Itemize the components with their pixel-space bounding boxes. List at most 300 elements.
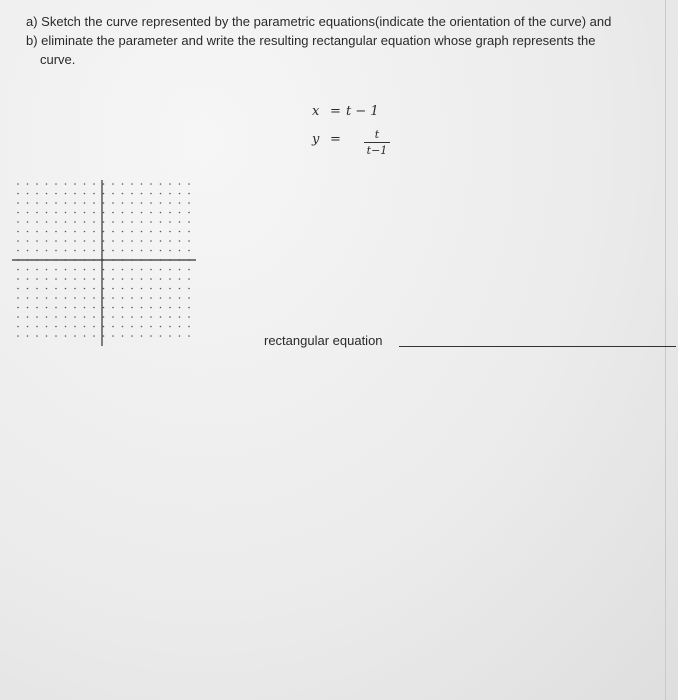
answer-blank[interactable] xyxy=(399,346,676,347)
grid-dot xyxy=(122,316,124,318)
y-equals: = xyxy=(330,132,341,147)
grid-dot xyxy=(27,316,29,318)
x-variable: x xyxy=(312,104,320,119)
grid-dot xyxy=(65,269,67,271)
grid-dot xyxy=(46,193,48,195)
grid-dot xyxy=(179,297,181,299)
grid-dot xyxy=(74,316,76,318)
grid-dot xyxy=(27,202,29,204)
question-text xyxy=(26,12,666,69)
grid-dot xyxy=(131,278,133,280)
grid-dot xyxy=(112,231,114,233)
grid-dot xyxy=(93,231,95,233)
grid-dot xyxy=(27,183,29,185)
grid-dot xyxy=(122,221,124,223)
grid-dot xyxy=(169,193,171,195)
grid-dot xyxy=(65,212,67,214)
grid-dot xyxy=(112,250,114,252)
grid-dot xyxy=(150,212,152,214)
grid-dot xyxy=(112,269,114,271)
grid-dot xyxy=(179,202,181,204)
grid-dot xyxy=(103,250,105,252)
grid-dot xyxy=(36,288,38,290)
grid-dot xyxy=(179,307,181,309)
grid-dot xyxy=(169,269,171,271)
grid-dot xyxy=(103,231,105,233)
grid-dot xyxy=(27,193,29,195)
grid-dot xyxy=(141,269,143,271)
grid-dot xyxy=(122,193,124,195)
grid-dot xyxy=(84,288,86,290)
grid-dot xyxy=(141,221,143,223)
grid-dot xyxy=(160,202,162,204)
grid-dot xyxy=(160,307,162,309)
grid-dot xyxy=(150,278,152,280)
grid-dot xyxy=(55,250,57,252)
grid-dot xyxy=(160,250,162,252)
grid-dot xyxy=(93,335,95,337)
grid-dot xyxy=(188,326,190,328)
grid-dot xyxy=(150,183,152,185)
grid-dot xyxy=(65,316,67,318)
grid-dot xyxy=(150,316,152,318)
grid-dot xyxy=(122,278,124,280)
grid-dot xyxy=(84,326,86,328)
grid-dot xyxy=(84,240,86,242)
grid-dot xyxy=(188,231,190,233)
grid-dot xyxy=(84,221,86,223)
grid-dot xyxy=(84,269,86,271)
grid-dot xyxy=(103,202,105,204)
grid-dot xyxy=(141,307,143,309)
grid-dot xyxy=(93,307,95,309)
x-expression: t − 1 xyxy=(346,104,379,119)
grid-dot xyxy=(131,250,133,252)
grid-dot xyxy=(179,240,181,242)
grid-dot xyxy=(169,202,171,204)
grid-dot xyxy=(93,221,95,223)
grid-dot xyxy=(122,240,124,242)
grid-dot xyxy=(131,307,133,309)
grid-dot xyxy=(65,250,67,252)
grid-dot xyxy=(46,307,48,309)
grid-dot xyxy=(46,183,48,185)
grid-dot xyxy=(65,297,67,299)
grid-dot xyxy=(112,202,114,204)
grid-dot xyxy=(17,221,19,223)
grid-dot xyxy=(65,288,67,290)
grid-dot xyxy=(188,250,190,252)
grid-dot xyxy=(188,221,190,223)
grid-dot xyxy=(46,288,48,290)
grid-dot xyxy=(103,212,105,214)
grid-dot xyxy=(27,250,29,252)
grid-dot xyxy=(169,221,171,223)
grid-dot xyxy=(55,183,57,185)
grid-dot xyxy=(141,240,143,242)
answer-label: rectangular equation xyxy=(264,333,383,348)
grid-dot xyxy=(93,316,95,318)
grid-dot xyxy=(46,297,48,299)
grid-dot xyxy=(160,240,162,242)
grid-dot xyxy=(103,278,105,280)
grid-dot xyxy=(93,202,95,204)
grid-dot xyxy=(131,202,133,204)
grid-dot xyxy=(65,193,67,195)
grid-dot xyxy=(93,240,95,242)
grid-dot xyxy=(46,221,48,223)
grid-dot xyxy=(93,326,95,328)
grid-dot xyxy=(169,326,171,328)
question-part-a: a) Sketch the curve represented by the parametric equations(indicate the orientation of the curve) and xyxy=(26,14,612,29)
grid-dot xyxy=(103,183,105,185)
grid-dot xyxy=(17,250,19,252)
grid-dot xyxy=(93,269,95,271)
grid-dot xyxy=(112,316,114,318)
grid-dot xyxy=(150,335,152,337)
grid-dot xyxy=(188,240,190,242)
grid-dot xyxy=(169,335,171,337)
grid-dot xyxy=(84,307,86,309)
grid-dot xyxy=(112,278,114,280)
grid-dot xyxy=(122,202,124,204)
grid-dot xyxy=(55,326,57,328)
grid-dot xyxy=(122,212,124,214)
grid-dot xyxy=(160,288,162,290)
grid-dot xyxy=(188,288,190,290)
grid-dot xyxy=(27,212,29,214)
grid-dot xyxy=(65,183,67,185)
equation-x xyxy=(300,104,420,126)
sketch-grid[interactable] xyxy=(12,180,196,346)
grid-dot xyxy=(188,183,190,185)
grid-dot xyxy=(131,240,133,242)
grid-dot xyxy=(93,278,95,280)
grid-dot xyxy=(84,316,86,318)
grid-dot xyxy=(160,335,162,337)
grid-dot xyxy=(103,288,105,290)
grid-dot xyxy=(36,193,38,195)
grid-dot xyxy=(150,297,152,299)
grid-dot xyxy=(179,212,181,214)
grid-dot xyxy=(112,297,114,299)
grid-dot xyxy=(74,288,76,290)
grid-dot xyxy=(84,335,86,337)
grid-dot xyxy=(84,193,86,195)
grid-dot xyxy=(122,307,124,309)
grid-dot xyxy=(188,316,190,318)
grid-dot xyxy=(188,202,190,204)
grid-dot xyxy=(46,278,48,280)
grid-dot xyxy=(122,231,124,233)
grid-dot xyxy=(27,335,29,337)
grid-dot xyxy=(36,231,38,233)
grid-dot xyxy=(160,221,162,223)
grid-dot xyxy=(141,212,143,214)
grid-dot xyxy=(17,240,19,242)
fraction-bar xyxy=(364,142,390,143)
grid-dot xyxy=(17,212,19,214)
grid-dot xyxy=(27,297,29,299)
grid-dot xyxy=(131,335,133,337)
grid-dot xyxy=(36,278,38,280)
grid-dot xyxy=(103,316,105,318)
grid-dot xyxy=(55,335,57,337)
grid-dot xyxy=(169,297,171,299)
grid-dot xyxy=(169,288,171,290)
grid-dot xyxy=(150,221,152,223)
y-numerator: t xyxy=(374,128,380,141)
grid-dot xyxy=(65,326,67,328)
grid-dot xyxy=(131,297,133,299)
grid-dot xyxy=(141,250,143,252)
grid-dot xyxy=(17,335,19,337)
x-equals: = xyxy=(330,104,341,119)
grid-dot xyxy=(55,202,57,204)
grid-dot xyxy=(36,316,38,318)
grid-dot xyxy=(17,202,19,204)
grid-dot xyxy=(188,307,190,309)
grid-dot xyxy=(112,183,114,185)
grid-dot xyxy=(141,288,143,290)
grid-dot xyxy=(112,335,114,337)
question-continuation: curve. xyxy=(40,52,76,67)
grid-dot xyxy=(46,202,48,204)
grid-dot xyxy=(55,221,57,223)
grid-dot xyxy=(103,240,105,242)
grid-dot xyxy=(179,221,181,223)
grid-dot xyxy=(17,297,19,299)
grid-dot xyxy=(46,212,48,214)
grid-dot xyxy=(160,297,162,299)
grid-dot xyxy=(131,316,133,318)
y-fraction xyxy=(364,128,390,157)
grid-dot xyxy=(150,326,152,328)
grid-dot xyxy=(84,231,86,233)
grid-dot xyxy=(55,212,57,214)
dot-grid[interactable] xyxy=(12,180,196,346)
grid-dot xyxy=(84,250,86,252)
grid-dot xyxy=(55,269,57,271)
grid-dot xyxy=(179,278,181,280)
grid-dot xyxy=(188,278,190,280)
grid-dot xyxy=(169,316,171,318)
grid-dot xyxy=(46,316,48,318)
grid-dot xyxy=(122,335,124,337)
grid-dot xyxy=(112,307,114,309)
grid-dot xyxy=(122,250,124,252)
grid-dot xyxy=(160,212,162,214)
grid-dot xyxy=(169,307,171,309)
grid-dot xyxy=(65,202,67,204)
equation-y xyxy=(300,128,420,157)
grid-dot xyxy=(74,231,76,233)
grid-dot xyxy=(27,278,29,280)
grid-dot xyxy=(17,193,19,195)
grid-dot xyxy=(122,326,124,328)
grid-dot xyxy=(93,297,95,299)
grid-dot xyxy=(84,297,86,299)
grid-dot xyxy=(93,183,95,185)
grid-dot xyxy=(131,231,133,233)
grid-dot xyxy=(141,278,143,280)
grid-dot xyxy=(160,316,162,318)
grid-dot xyxy=(150,288,152,290)
grid-dot xyxy=(188,269,190,271)
grid-dot xyxy=(179,316,181,318)
grid-dot xyxy=(17,316,19,318)
grid-dot xyxy=(74,240,76,242)
grid-dot xyxy=(36,240,38,242)
grid-dot xyxy=(17,326,19,328)
grid-dot xyxy=(131,326,133,328)
grid-dot xyxy=(131,221,133,223)
grid-dot xyxy=(103,335,105,337)
grid-dot xyxy=(27,221,29,223)
grid-dot xyxy=(131,212,133,214)
grid-dot xyxy=(17,183,19,185)
grid-dot xyxy=(160,231,162,233)
grid-dot xyxy=(103,326,105,328)
grid-dot xyxy=(55,307,57,309)
grid-dot xyxy=(55,288,57,290)
grid-dot xyxy=(103,193,105,195)
grid-dot xyxy=(112,221,114,223)
grid-dot xyxy=(65,307,67,309)
grid-dot xyxy=(141,316,143,318)
grid-dot xyxy=(141,326,143,328)
grid-dot xyxy=(74,212,76,214)
grid-dot xyxy=(17,269,19,271)
grid-dot xyxy=(46,250,48,252)
grid-dot xyxy=(150,269,152,271)
grid-dot xyxy=(160,326,162,328)
grid-dot xyxy=(122,269,124,271)
grid-dot xyxy=(74,269,76,271)
grid-dot xyxy=(150,202,152,204)
grid-dot xyxy=(74,193,76,195)
grid-dot xyxy=(36,335,38,337)
grid-dot xyxy=(36,297,38,299)
grid-dot xyxy=(17,288,19,290)
grid-dot xyxy=(27,288,29,290)
grid-dot xyxy=(131,269,133,271)
grid-dot xyxy=(36,250,38,252)
grid-dot xyxy=(84,278,86,280)
grid-dot xyxy=(141,183,143,185)
grid-dot xyxy=(36,326,38,328)
grid-dot xyxy=(131,288,133,290)
grid-dot xyxy=(84,202,86,204)
grid-dot xyxy=(55,240,57,242)
grid-dot xyxy=(112,193,114,195)
grid-dot xyxy=(27,326,29,328)
grid-dot xyxy=(65,221,67,223)
grid-dot xyxy=(65,231,67,233)
grid-dot xyxy=(112,288,114,290)
grid-dot xyxy=(84,183,86,185)
page-edge xyxy=(665,0,666,700)
grid-dot xyxy=(160,193,162,195)
grid-dot xyxy=(17,231,19,233)
grid-dot xyxy=(46,335,48,337)
grid-dot xyxy=(46,269,48,271)
grid-dot xyxy=(36,183,38,185)
grid-dot xyxy=(74,221,76,223)
grid-dot xyxy=(122,183,124,185)
grid-dot xyxy=(188,212,190,214)
grid-dot xyxy=(150,250,152,252)
grid-dot xyxy=(160,183,162,185)
grid-dot xyxy=(27,269,29,271)
grid-dot xyxy=(36,221,38,223)
grid-dot xyxy=(55,297,57,299)
grid-dot xyxy=(122,288,124,290)
grid-dot xyxy=(74,278,76,280)
grid-dot xyxy=(160,269,162,271)
grid-dot xyxy=(103,269,105,271)
grid-dot xyxy=(179,269,181,271)
grid-dot xyxy=(103,221,105,223)
grid-dot xyxy=(93,193,95,195)
grid-dot xyxy=(55,278,57,280)
grid-dot xyxy=(36,212,38,214)
grid-dot xyxy=(131,183,133,185)
grid-dot xyxy=(46,231,48,233)
grid-dot xyxy=(36,202,38,204)
parametric-equations xyxy=(300,104,420,157)
grid-dot xyxy=(55,193,57,195)
grid-dot xyxy=(27,307,29,309)
grid-dot xyxy=(179,183,181,185)
grid-dot xyxy=(103,297,105,299)
grid-dot xyxy=(36,307,38,309)
grid-dot xyxy=(122,297,124,299)
grid-dot xyxy=(27,231,29,233)
grid-dot xyxy=(179,193,181,195)
grid-dot xyxy=(188,297,190,299)
grid-dot xyxy=(84,212,86,214)
grid-dot xyxy=(169,250,171,252)
grid-dot xyxy=(93,288,95,290)
grid-dot xyxy=(131,193,133,195)
y-variable: y xyxy=(312,132,320,147)
grid-dot xyxy=(36,269,38,271)
grid-dot xyxy=(150,231,152,233)
grid-dot xyxy=(188,335,190,337)
grid-dot xyxy=(74,250,76,252)
grid-dot xyxy=(112,240,114,242)
grid-dot xyxy=(112,212,114,214)
grid-dot xyxy=(55,231,57,233)
grid-dot xyxy=(160,278,162,280)
grid-dot xyxy=(74,202,76,204)
grid-dot xyxy=(141,231,143,233)
grid-dot xyxy=(27,240,29,242)
grid-dot xyxy=(55,316,57,318)
grid-dot xyxy=(141,335,143,337)
grid-dot xyxy=(74,335,76,337)
grid-dot xyxy=(17,278,19,280)
grid-dot xyxy=(112,326,114,328)
grid-dot xyxy=(65,335,67,337)
grid-dot xyxy=(150,307,152,309)
grid-dot xyxy=(74,326,76,328)
y-denominator: t−1 xyxy=(366,144,388,157)
grid-dot xyxy=(188,193,190,195)
grid-dot xyxy=(150,240,152,242)
grid-dot xyxy=(93,212,95,214)
